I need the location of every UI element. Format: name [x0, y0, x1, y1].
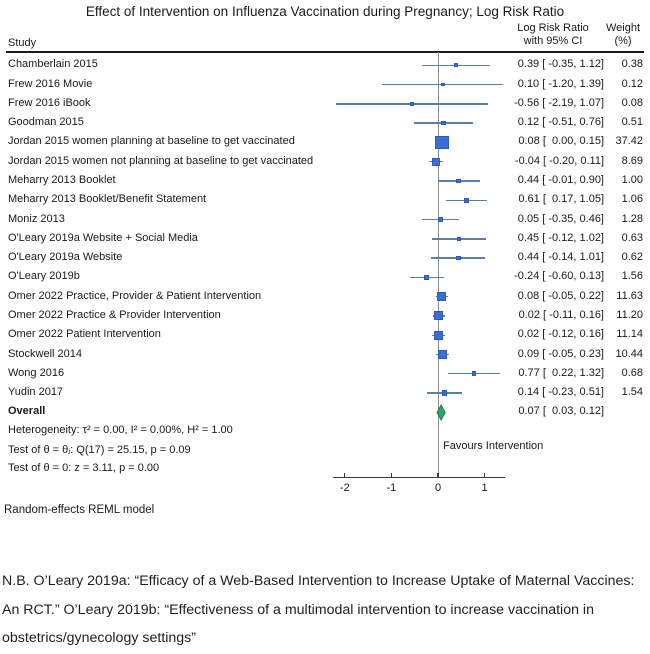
effect-marker	[437, 292, 446, 301]
weight-value: 11.20	[616, 308, 643, 321]
study-label: Omer 2022 Patient Intervention	[8, 328, 161, 341]
column-header-effect-line2: with 95% CI	[523, 35, 583, 47]
study-label: Meharry 2013 Booklet/Benefit Statement	[8, 193, 207, 206]
effect-ci-value: -0.04 [ -0.20, 0.11]	[514, 154, 604, 167]
study-row	[0, 55, 650, 75]
effect-marker	[438, 217, 443, 222]
study-row	[0, 402, 650, 422]
study-label: O'Leary 2019a Website	[8, 251, 123, 264]
weight-value: 1.28	[621, 212, 643, 225]
effect-marker	[438, 350, 447, 359]
study-label: Omer 2022 Practice, Provider & Patient Intervention	[8, 289, 262, 302]
study-label: Frew 2016 Movie	[8, 77, 93, 90]
effect-ci-value: 0.10 [ -1.20, 1.39]	[517, 77, 604, 90]
effect-marker	[441, 121, 445, 125]
axis-tick-label: 1	[481, 482, 488, 494]
effect-marker	[454, 63, 458, 67]
effect-ci-value: 0.45 [ -0.12, 1.02]	[517, 231, 604, 244]
study-row	[0, 113, 650, 133]
effect-marker	[435, 136, 449, 150]
study-row	[0, 132, 650, 152]
study-label: Frew 2016 iBook	[8, 96, 91, 109]
weight-value: 0.38	[621, 58, 643, 71]
study-row	[0, 364, 650, 384]
z-test-stat: Test of θ = 0: z = 3.11, p = 0.00	[8, 462, 160, 474]
weight-value: 0.08	[621, 96, 643, 109]
study-label: Jordan 2015 women not planning at baseline to get vaccinated	[8, 154, 314, 167]
effect-marker	[434, 331, 443, 340]
effect-marker	[456, 179, 461, 184]
axis-tick-label: -1	[386, 482, 397, 494]
axis-tick-label: 0	[434, 482, 442, 494]
model-note: Random-effects REML model	[4, 504, 155, 516]
effect-marker	[424, 275, 429, 280]
favours-label: Favours Intervention	[443, 440, 544, 452]
column-header-weight	[583, 22, 650, 48]
footnote: N.B. O’Leary 2019a: “Efficacy of a Web-Based Intervention to Increase Uptake of Maternal Vaccines: An RCT.” O’Leary 2019b: “Effectiveness of a multimodal intervention to increase vaccination in obstetrics/gynecology settings”	[2, 573, 635, 646]
study-label: Goodman 2015	[8, 116, 84, 129]
weight-value: 0.63	[621, 231, 643, 244]
weight-value: 10.44	[615, 347, 643, 360]
study-label: Stockwell 2014	[8, 347, 82, 360]
effect-marker	[441, 83, 445, 87]
study-row	[0, 383, 650, 403]
effect-ci-value: 0.77 [ 0.22, 1.32]	[518, 366, 604, 379]
effect-ci-value: 0.09 [ -0.05, 0.23]	[517, 347, 604, 360]
effect-marker	[464, 198, 469, 203]
effect-ci-value: 0.02 [ -0.11, 0.16]	[518, 308, 604, 321]
effect-marker	[457, 237, 462, 242]
weight-value: 11.14	[616, 328, 643, 341]
study-row	[0, 229, 650, 249]
effect-ci-value: -0.24 [ -0.60, 0.13]	[514, 270, 604, 283]
effect-marker	[410, 102, 414, 106]
study-row	[0, 345, 650, 365]
effect-ci-value: 0.08 [ 0.00, 0.15]	[518, 135, 604, 148]
study-row	[0, 306, 650, 326]
effect-ci-value: 0.61 [ 0.17, 1.05]	[518, 193, 604, 206]
overall-diamond	[436, 404, 446, 421]
study-row	[0, 152, 650, 172]
weight-value: 1.00	[621, 173, 643, 186]
header-rule	[6, 51, 644, 53]
weight-value: 1.56	[621, 270, 643, 283]
weight-value: 0.12	[621, 77, 643, 90]
study-label: Jordan 2015 women planning at baseline to get vaccinated	[8, 135, 295, 148]
weight-value: 0.68	[621, 366, 643, 379]
study-row	[0, 267, 650, 287]
axis-tick	[344, 473, 345, 478]
effect-ci-value: 0.44 [ -0.01, 0.90]	[517, 173, 604, 186]
study-row	[0, 75, 650, 95]
weight-value: 8.69	[621, 154, 643, 167]
effect-ci-value: -0.56 [ -2.19, 1.07]	[514, 96, 604, 109]
effect-ci-value: 0.39 [ -0.35, 1.12]	[517, 58, 604, 71]
study-label: Yudin 2017	[8, 386, 64, 399]
study-label: Meharry 2013 Booklet	[8, 173, 116, 186]
column-header-effect-line1: Log Risk Ratio	[517, 22, 589, 34]
study-row	[0, 287, 650, 307]
study-row	[0, 210, 650, 230]
effect-marker	[456, 256, 461, 261]
effect-marker	[434, 311, 443, 320]
heterogeneity-stat: Heterogeneity: τ² = 0.00, I² = 0.00%, H² = 1.00	[8, 424, 233, 436]
axis-tick-label: -2	[339, 482, 350, 494]
study-label: Chamberlain 2015	[8, 58, 98, 71]
weight-value: 0.62	[621, 251, 643, 264]
effect-ci-value: 0.12 [ -0.51, 0.76]	[517, 116, 604, 129]
effect-marker	[472, 371, 477, 376]
q-test-stat: Test of θ = θⱼ: Q(17) = 25.15, p = 0.09	[8, 444, 191, 456]
study-label: O'Leary 2019a Website + Social Media	[8, 231, 198, 244]
effect-ci-value: 0.14 [ -0.23, 0.51]	[517, 386, 604, 399]
study-row	[0, 94, 650, 114]
column-header-weight-line2: (%)	[614, 35, 632, 47]
study-row	[0, 325, 650, 345]
study-row	[0, 248, 650, 268]
effect-marker	[432, 158, 440, 166]
study-label: Wong 2016	[8, 366, 65, 379]
weight-value: 11.63	[616, 289, 643, 302]
study-row	[0, 190, 650, 210]
study-label: Moniz 2013	[8, 212, 65, 225]
study-label: O'Leary 2019b	[8, 270, 80, 283]
weight-value: 37.42	[615, 135, 643, 148]
weight-value: 1.54	[621, 386, 643, 399]
effect-ci-value: 0.08 [ -0.05, 0.22]	[517, 289, 604, 302]
axis-tick	[484, 473, 485, 478]
study-label: Omer 2022 Practice & Provider Intervention	[8, 308, 221, 321]
x-axis-line	[333, 477, 505, 478]
axis-tick	[391, 473, 392, 478]
effect-ci-value: 0.07 [ 0.03, 0.12]	[518, 405, 604, 418]
effect-ci-value: 0.05 [ -0.35, 0.46]	[517, 212, 604, 225]
column-header-weight-line1: Weight	[605, 22, 641, 34]
effect-ci-value: 0.02 [ -0.12, 0.16]	[517, 328, 604, 341]
effect-marker	[442, 390, 447, 395]
chart-title: Effect of Intervention on Influenza Vaccination during Pregnancy; Log Risk Ratio	[85, 4, 565, 19]
axis-tick	[437, 473, 438, 478]
study-label: Overall	[8, 405, 46, 418]
weight-value: 0.51	[621, 116, 643, 129]
effect-ci-value: 0.44 [ -0.14, 1.01]	[517, 251, 604, 264]
study-row	[0, 171, 650, 191]
weight-value: 1.06	[621, 193, 643, 206]
column-header-study: Study	[8, 37, 37, 49]
